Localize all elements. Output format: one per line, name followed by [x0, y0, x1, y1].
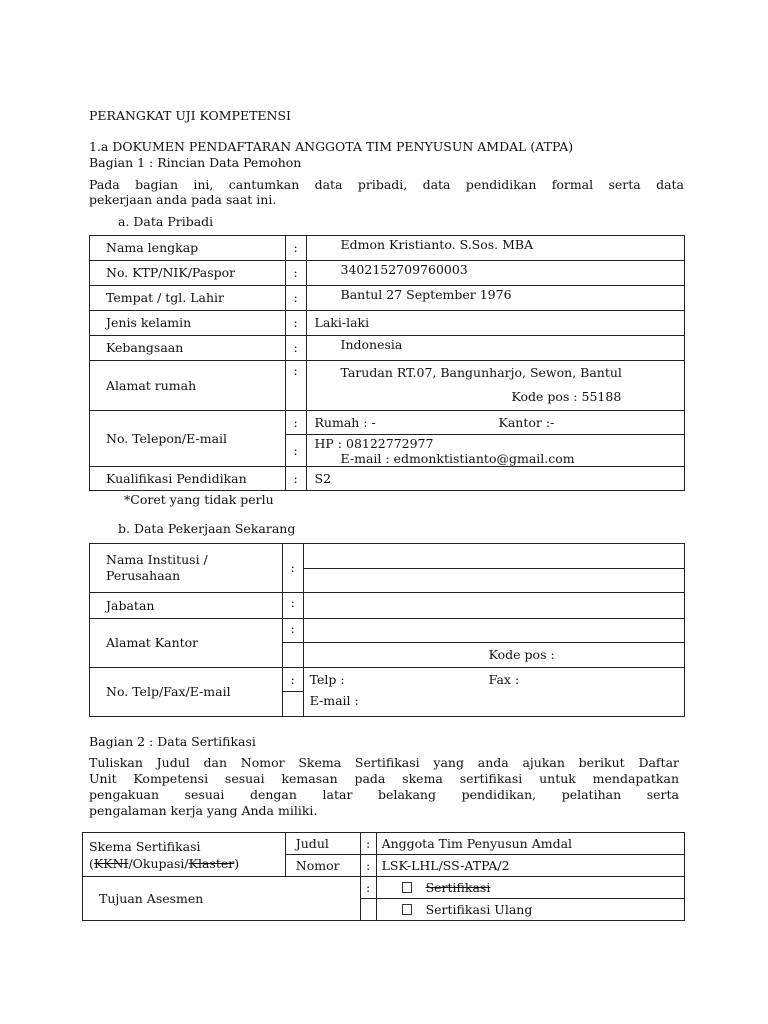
birth-value: Bantul 27 September 1976: [306, 286, 684, 311]
position-value: [303, 593, 684, 619]
section-a-heading: a. Data Pribadi: [118, 214, 214, 229]
phone-label: No. Telepon/E-mail: [90, 411, 286, 467]
intro-line: Pada bagian ini, cantumkan data pribadi, data pendidikan formal serta data: [89, 177, 684, 192]
colon: :: [285, 336, 306, 361]
cert-paragraph-line: pengakuan sesuai dengan latar belakang pendidikan, pelatihan serta: [89, 787, 679, 802]
colon: :: [282, 593, 303, 619]
document-title: 1.a DOKUMEN PENDAFTARAN ANGGOTA TIM PENYUSUN AMDAL (ATPA): [89, 139, 574, 154]
table-row: [90, 286, 685, 311]
number-label: Nomor: [285, 855, 360, 877]
option-label: Sertifikasi Ulang: [425, 901, 533, 917]
address-label: Alamat rumah: [90, 361, 286, 411]
certification-table: [82, 832, 685, 921]
colon: :: [285, 261, 306, 286]
name-value: Edmon Kristianto. S.Sos. MBA: [306, 236, 684, 261]
gender-value: Laki-laki: [306, 311, 684, 336]
table-row: [90, 261, 685, 286]
mobile-value: HP : 08122772977: [314, 435, 434, 451]
scheme-klaster-struck: Klaster: [188, 855, 235, 871]
option-certification[interactable]: [376, 877, 684, 899]
table-row: [90, 619, 685, 643]
home-phone-value: Rumah : -: [314, 414, 376, 430]
colon: :: [282, 544, 303, 593]
colon: :: [285, 435, 306, 467]
table-row: [90, 411, 685, 435]
id-label: No. KTP/NIK/Paspor: [90, 261, 286, 286]
fax-label: Fax :: [488, 672, 520, 687]
id-value: 3402152709760003: [306, 261, 684, 286]
institution-label: Nama Institusi /: [106, 552, 208, 567]
postcode-value: Kode pos : 55188: [306, 385, 684, 411]
nationality-label: Kebangsaan: [90, 336, 286, 361]
address-value: Tarudan RT.07, Bangunharjo, Sewon, Bantul: [306, 361, 684, 385]
cert-paragraph-line: Tuliskan Judul dan Nomor Skema Sertifikasi yang anda ajukan berikut Daftar: [89, 755, 679, 770]
institution-label: Perusahaan: [106, 568, 181, 583]
table-row: [90, 593, 685, 619]
email-label: E-mail :: [303, 692, 684, 717]
footnote: *Coret yang tidak perlu: [124, 492, 274, 507]
colon: :: [285, 411, 306, 435]
cert-paragraph-line: pengalaman kerja yang Anda miliki.: [89, 803, 318, 818]
education-label: Kualifikasi Pendidikan: [90, 467, 286, 491]
education-value: S2: [306, 467, 684, 491]
checkbox-icon[interactable]: [402, 904, 412, 915]
office-address-value: [303, 619, 684, 643]
table-row: [83, 833, 685, 855]
purpose-label: Tujuan Asesmen: [83, 877, 361, 921]
table-row: [90, 336, 685, 361]
birth-label: Tempat / tgl. Lahir: [90, 286, 286, 311]
table-row: [90, 236, 685, 261]
option-recertification[interactable]: [376, 899, 684, 921]
colon: :: [285, 286, 306, 311]
nationality-value: Indonesia: [306, 336, 684, 361]
gender-label: Jenis kelamin: [90, 311, 286, 336]
postcode-label: Kode pos :: [303, 643, 684, 668]
table-row: [83, 877, 685, 899]
institution-value: [303, 544, 684, 569]
work-data-table: [89, 543, 685, 717]
contact-label: No. Telp/Fax/E-mail: [90, 668, 283, 717]
email-value: E-mail : edmonktistianto@gmail.com: [340, 450, 575, 466]
title-label: Judul: [285, 833, 360, 855]
table-row: [90, 544, 685, 569]
colon: :: [285, 361, 306, 385]
table-row: [90, 361, 685, 385]
scheme-kkni-struck: KKNI: [93, 855, 129, 871]
number-value: LSK-LHL/SS-ATPA/2: [376, 855, 684, 877]
option-label-struck: Sertifikasi: [425, 879, 491, 895]
table-row: [90, 668, 685, 692]
checkbox-icon[interactable]: [402, 882, 412, 893]
table-row: [90, 467, 685, 491]
intro-line: pekerjaan anda pada saat ini.: [89, 192, 277, 207]
document-header: PERANGKAT UJI KOMPETENSI: [89, 108, 291, 123]
table-row: [90, 311, 685, 336]
colon: :: [285, 311, 306, 336]
office-address-label: Alamat Kantor: [90, 619, 283, 668]
name-label: Nama lengkap: [90, 236, 286, 261]
colon: :: [360, 855, 376, 877]
position-label: Jabatan: [90, 593, 283, 619]
institution-value: [303, 569, 684, 593]
colon: :: [285, 236, 306, 261]
telp-label: Telp :: [309, 671, 345, 687]
scheme-label: Skema Sertifikasi: [89, 838, 201, 854]
scheme-type: (KKNI/Okupasi/Klaster): [89, 855, 240, 871]
office-phone-value: Kantor :-: [498, 415, 555, 430]
part1-heading: Bagian 1 : Rincian Data Pemohon: [89, 155, 302, 170]
section-b-heading: b. Data Pekerjaan Sekarang: [118, 521, 296, 536]
title-value: Anggota Tim Penyusun Amdal: [376, 833, 684, 855]
colon: :: [285, 467, 306, 491]
colon: :: [360, 833, 376, 855]
part2-heading: Bagian 2 : Data Sertifikasi: [89, 734, 256, 749]
colon: :: [360, 877, 376, 899]
colon: :: [282, 668, 303, 692]
cert-paragraph-line: Unit Kompetensi sesuai kemasan pada skema sertifikasi untuk mendapatkan: [89, 771, 679, 786]
personal-data-table: [89, 235, 685, 491]
colon: :: [282, 619, 303, 643]
